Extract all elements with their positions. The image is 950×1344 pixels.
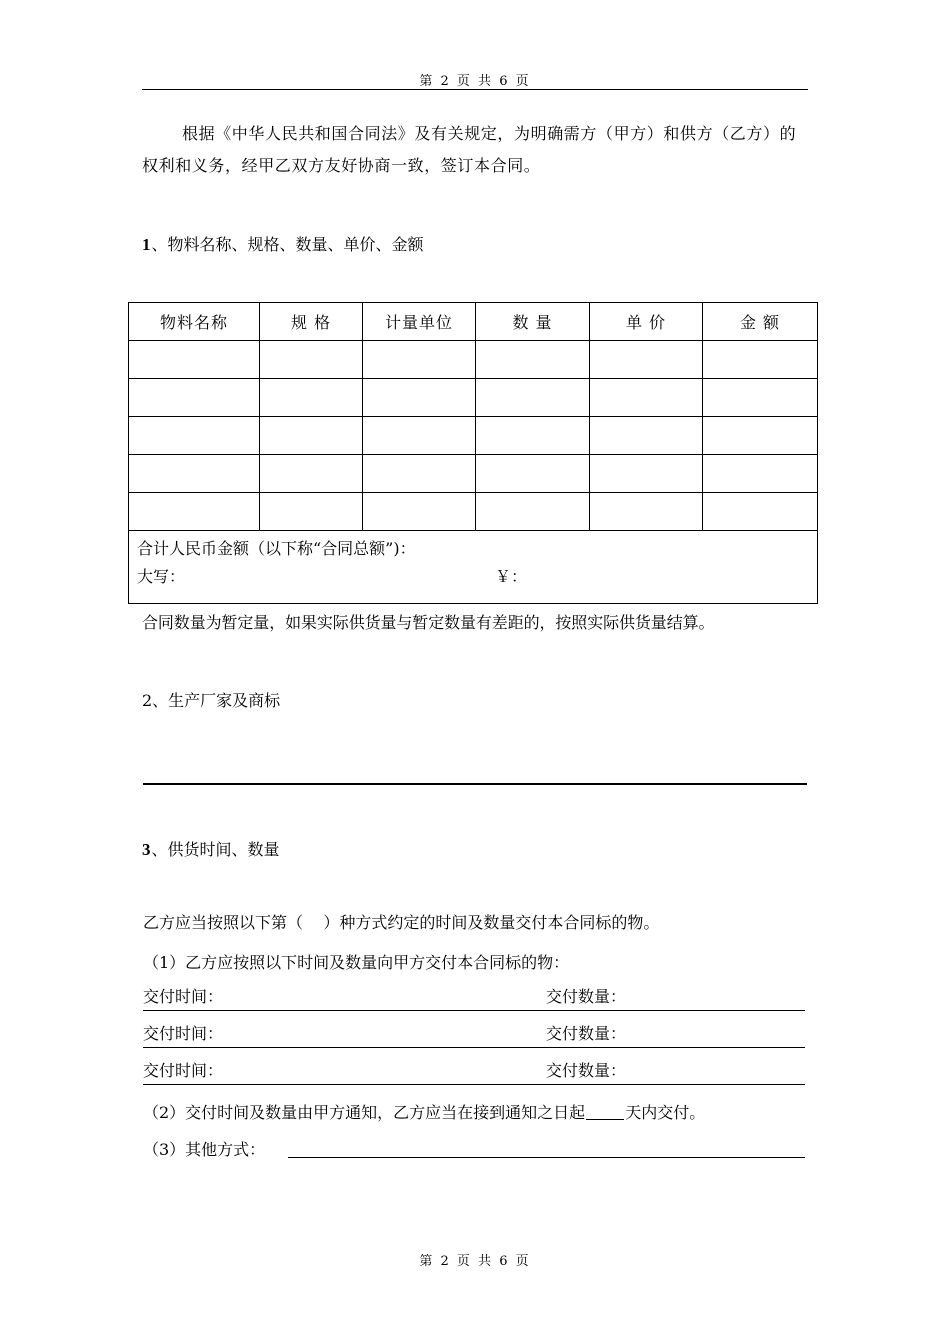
table-row [129, 341, 818, 379]
table-cell[interactable] [476, 493, 590, 531]
col-header-name: 物料名称 [129, 303, 260, 341]
table-cell[interactable] [363, 455, 476, 493]
total-amount-label: 合计人民币金额（以下称“合同总额”)： [137, 539, 416, 558]
table-cell[interactable] [129, 455, 260, 493]
table-total-row [129, 531, 818, 604]
col-header-amount: 金 额 [703, 303, 818, 341]
delivery-qty-label: 交付数量： [546, 987, 627, 1006]
delivery-row[interactable] [143, 1021, 805, 1048]
page-header: 第 2 页 共 6 页 [419, 74, 531, 89]
table-row [129, 493, 818, 531]
delivery-row[interactable] [143, 984, 805, 1011]
table-row [129, 379, 818, 417]
delivery-time-label: 交付时间： [143, 1061, 224, 1080]
section-1-number: 1 [142, 235, 151, 254]
table-cell[interactable] [703, 493, 818, 531]
table-cell[interactable] [129, 341, 260, 379]
table-cell[interactable] [260, 379, 363, 417]
section-3-number: 3 [142, 840, 151, 859]
table-cell[interactable] [260, 341, 363, 379]
table-cell[interactable] [476, 417, 590, 455]
total-amount-line [137, 562, 817, 592]
table-cell[interactable] [703, 417, 818, 455]
col-header-price: 单 价 [590, 303, 703, 341]
table-cell[interactable] [590, 379, 703, 417]
table-row [129, 417, 818, 455]
days-blank[interactable] [586, 1103, 624, 1120]
table-cell[interactable] [590, 341, 703, 379]
delivery-row[interactable] [143, 1058, 805, 1085]
table-cell[interactable] [703, 379, 818, 417]
delivery-time-label: 交付时间： [143, 987, 224, 1006]
table-header-row [129, 303, 818, 341]
delivery-qty-label: 交付数量： [546, 1024, 627, 1043]
table-cell[interactable] [363, 379, 476, 417]
header-rule [142, 89, 808, 90]
section-1-title: 、物料名称、规格、数量、单价、金额 [151, 235, 424, 254]
delivery-option-2 [143, 1100, 705, 1123]
table-cell[interactable] [260, 455, 363, 493]
table-cell[interactable] [476, 455, 590, 493]
table-cell[interactable] [590, 455, 703, 493]
table-cell[interactable] [703, 341, 818, 379]
table-cell[interactable] [129, 493, 260, 531]
total-cell[interactable] [129, 531, 818, 604]
intro-paragraph: 根据《中华人民共和国合同法》及有关规定，为明确需方（甲方）和供方（乙方）的权利和义务，经甲乙双方友好协商一致，签订本合同。 [142, 124, 797, 175]
amount-in-figures-label: ￥： [495, 567, 528, 586]
section-3-heading [142, 837, 280, 860]
delivery-option-2-suffix: 天内交付。 [625, 1103, 706, 1122]
table-cell[interactable] [476, 379, 590, 417]
table-cell[interactable] [129, 417, 260, 455]
section-3-title: 、供货时间、数量 [151, 840, 280, 859]
delivery-time-label: 交付时间： [143, 1024, 224, 1043]
materials-table [128, 302, 818, 604]
table-cell[interactable] [476, 341, 590, 379]
table-row [129, 455, 818, 493]
table-cell[interactable] [590, 417, 703, 455]
delivery-qty-label: 交付数量： [546, 1061, 627, 1080]
delivery-option-3: （3）其他方式： [143, 1140, 266, 1159]
col-header-quantity: 数 量 [476, 303, 590, 341]
table-cell[interactable] [703, 455, 818, 493]
section-2-heading: 2、生产厂家及商标 [142, 691, 281, 710]
delivery-method-line: 乙方应当按照以下第（ ）种方式约定的时间及数量交付本合同标的物。 [143, 913, 660, 932]
section-1-heading [142, 232, 424, 255]
table-cell[interactable] [590, 493, 703, 531]
table-cell[interactable] [363, 493, 476, 531]
col-header-unit: 计量单位 [363, 303, 476, 341]
table-cell[interactable] [260, 493, 363, 531]
other-method-input-line[interactable] [288, 1157, 805, 1158]
manufacturer-input-line[interactable] [143, 783, 807, 785]
delivery-option-1: （1）乙方应按照以下时间及数量向甲方交付本合同标的物： [143, 953, 570, 972]
amount-in-words-label: 大写： [137, 567, 186, 586]
delivery-option-2-prefix: （2）交付时间及数量由甲方通知，乙方应当在接到通知之日起 [143, 1103, 586, 1122]
page-footer: 第 2 页 共 6 页 [419, 1254, 531, 1269]
col-header-spec: 规 格 [260, 303, 363, 341]
table-cell[interactable] [363, 417, 476, 455]
table-cell[interactable] [260, 417, 363, 455]
table-cell[interactable] [363, 341, 476, 379]
quantity-note: 合同数量为暂定量，如果实际供货量与暂定数量有差距的，按照实际供货量结算。 [142, 613, 715, 632]
table-cell[interactable] [129, 379, 260, 417]
